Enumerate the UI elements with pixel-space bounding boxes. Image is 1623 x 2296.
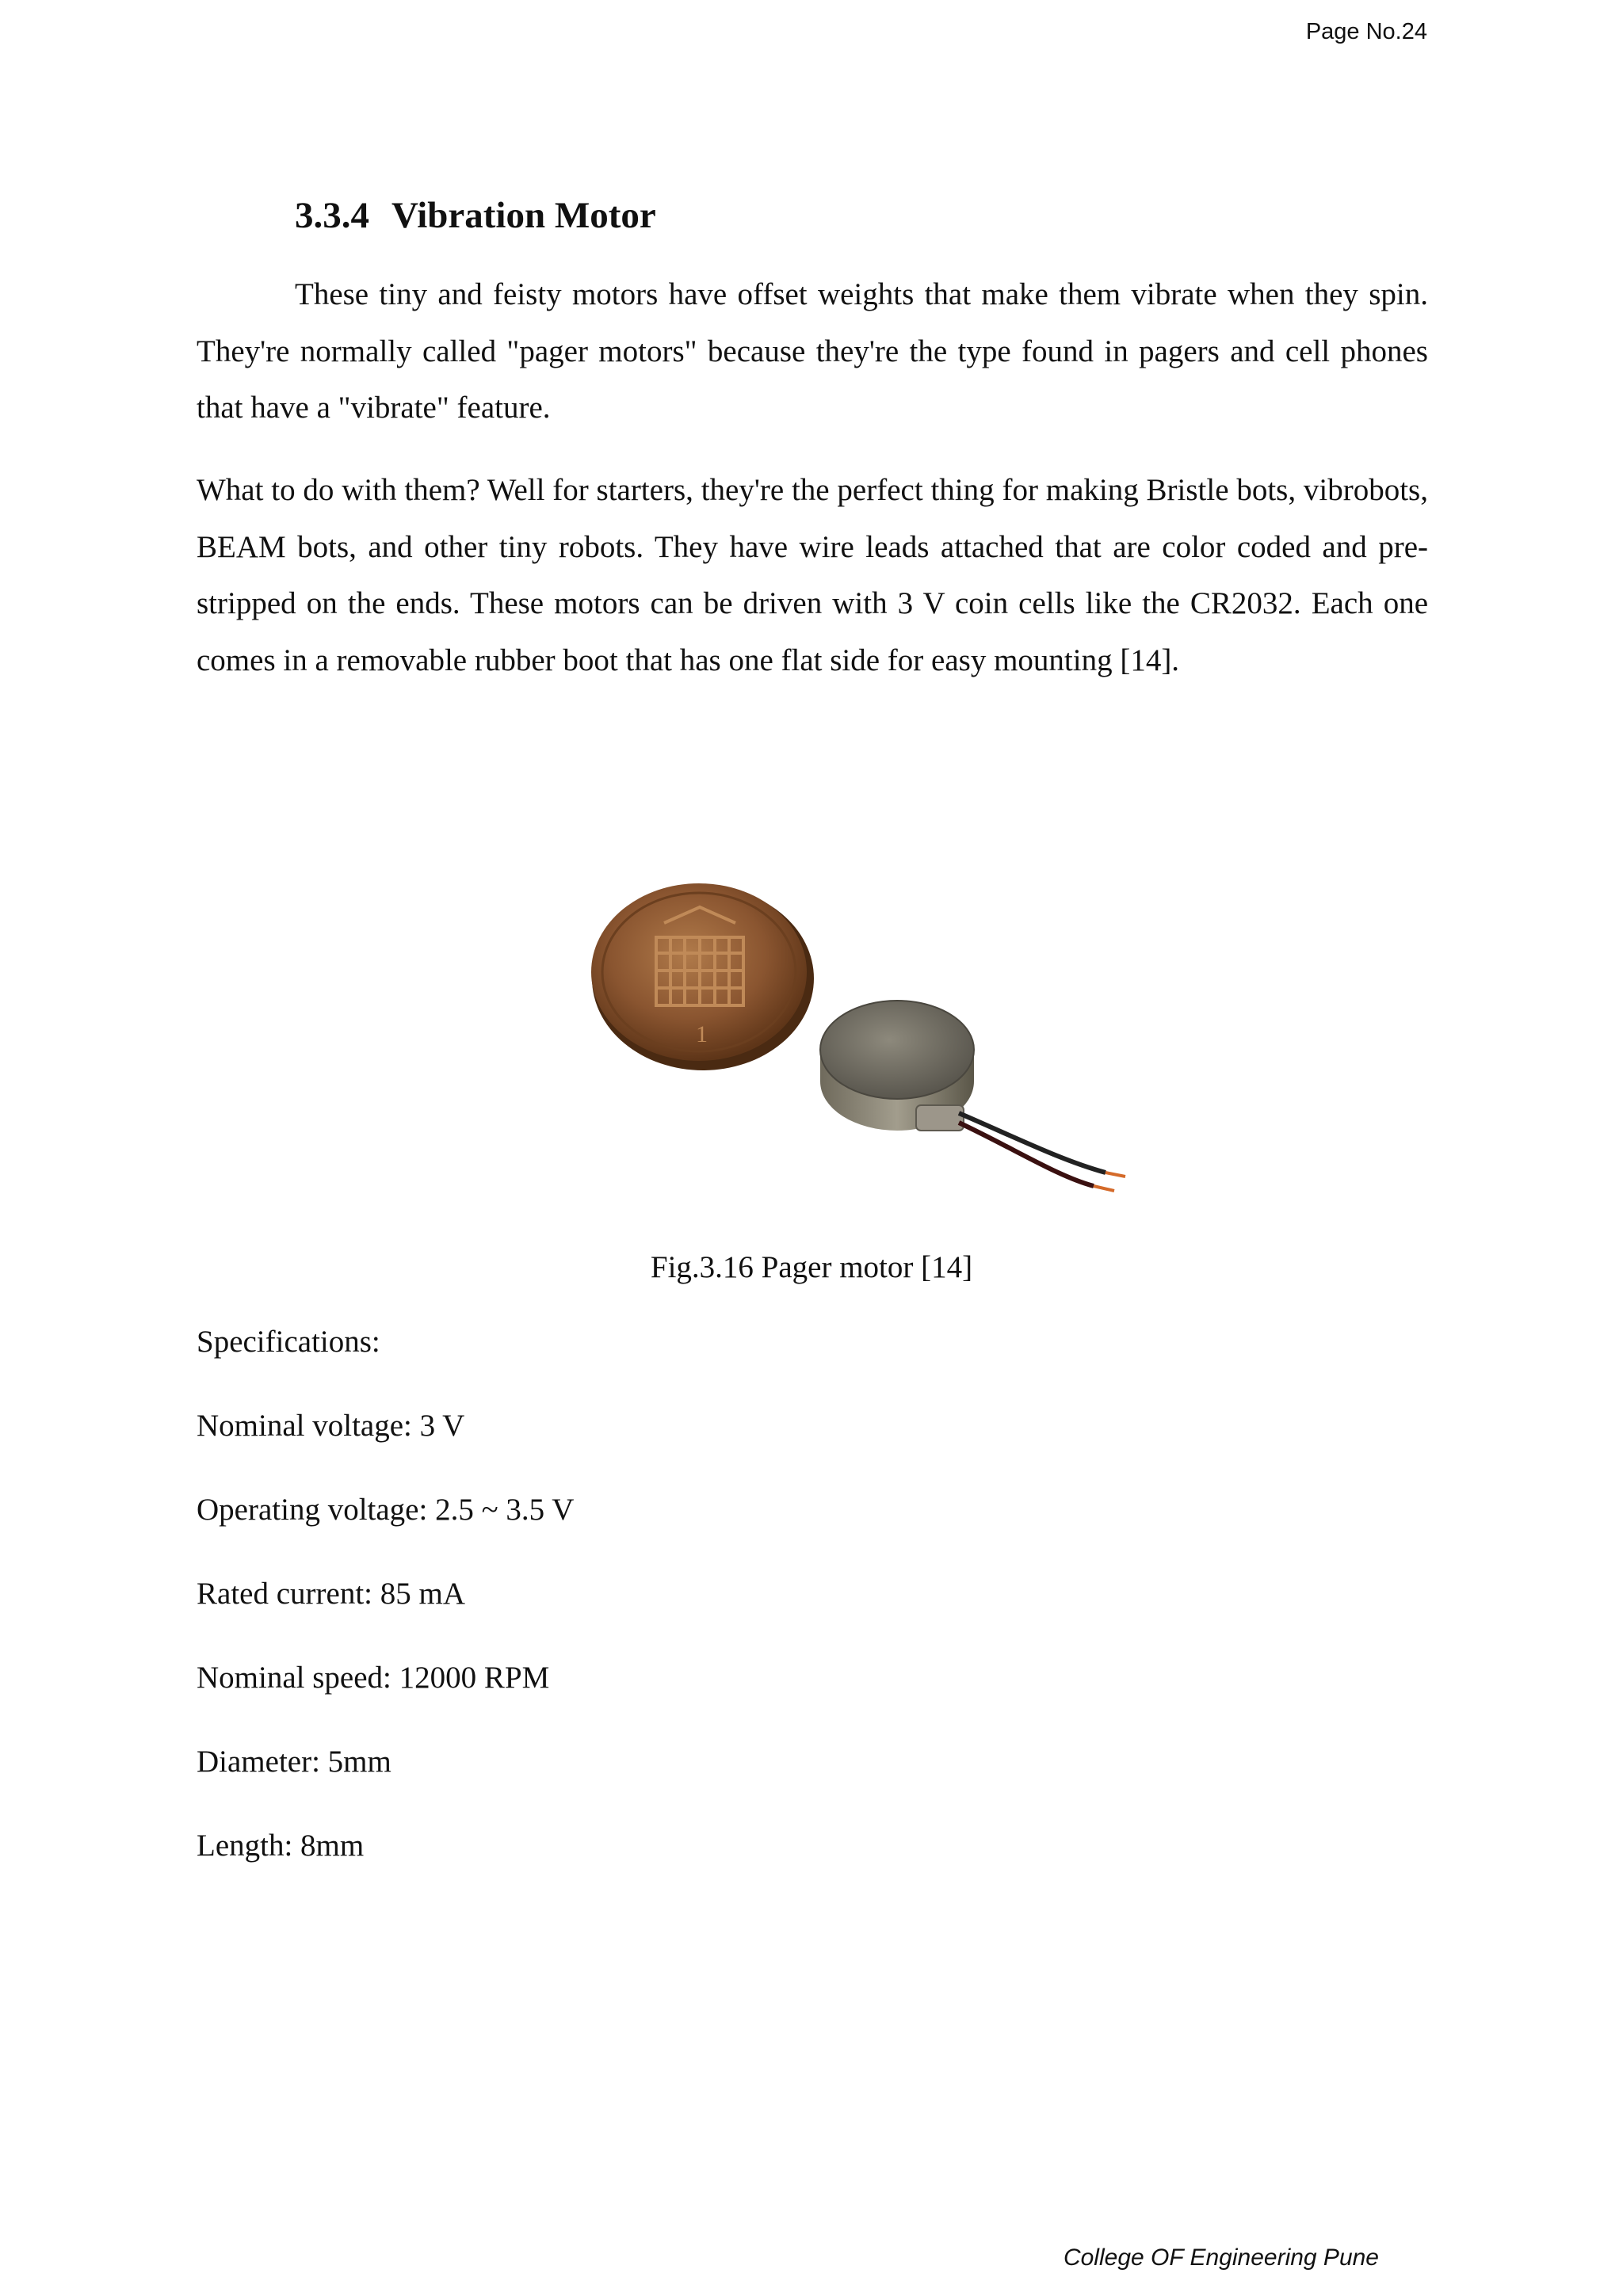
spec-diameter: Diameter: 5mm	[197, 1745, 391, 1779]
specifications-heading: Specifications:	[197, 1325, 380, 1359]
paragraph-intro: These tiny and feisty motors have offset weights that make them vibrate when they spin. They're normally called "pager motors" because they're the type found in pagers and cell phones that have a "vibrate" feature.	[197, 277, 1428, 425]
footer-institution: College OF Engineering Pune	[1063, 2245, 1379, 2271]
paragraph-usage: What to do with them? Well for starters, they're the perfect thing for making Bristle bots, vibrobots, BEAM bots, and other tiny robots. They have wire leads attached that are color coded and pre-stripped on the ends. These motors can be driven with 3 V coin cells like the CR2032. Each one comes in a removable rubber boot that has one flat side for easy mounting [14].	[197, 473, 1428, 677]
spec-nominal-voltage: Nominal voltage: 3 V	[197, 1409, 465, 1443]
spec-operating-voltage: Operating voltage: 2.5 ~ 3.5 V	[197, 1493, 575, 1527]
spec-length: Length: 8mm	[197, 1829, 365, 1863]
section-title: Vibration Motor	[391, 195, 656, 236]
coin-shape	[591, 883, 814, 1070]
motor-shape	[820, 1001, 1125, 1191]
section-heading	[295, 194, 656, 237]
page-number: Page No.24	[1305, 19, 1427, 44]
section-number: 3.3.4	[295, 195, 369, 236]
spec-rated-current: Rated current: 85 mA	[197, 1577, 465, 1611]
pager-motor-photo	[571, 875, 1141, 1232]
svg-text:1: 1	[696, 1021, 708, 1047]
figure-caption: Fig.3.16 Pager motor [14]	[650, 1250, 973, 1284]
spec-nominal-speed: Nominal speed: 12000 RPM	[197, 1661, 550, 1695]
specifications-list	[197, 1318, 574, 1906]
